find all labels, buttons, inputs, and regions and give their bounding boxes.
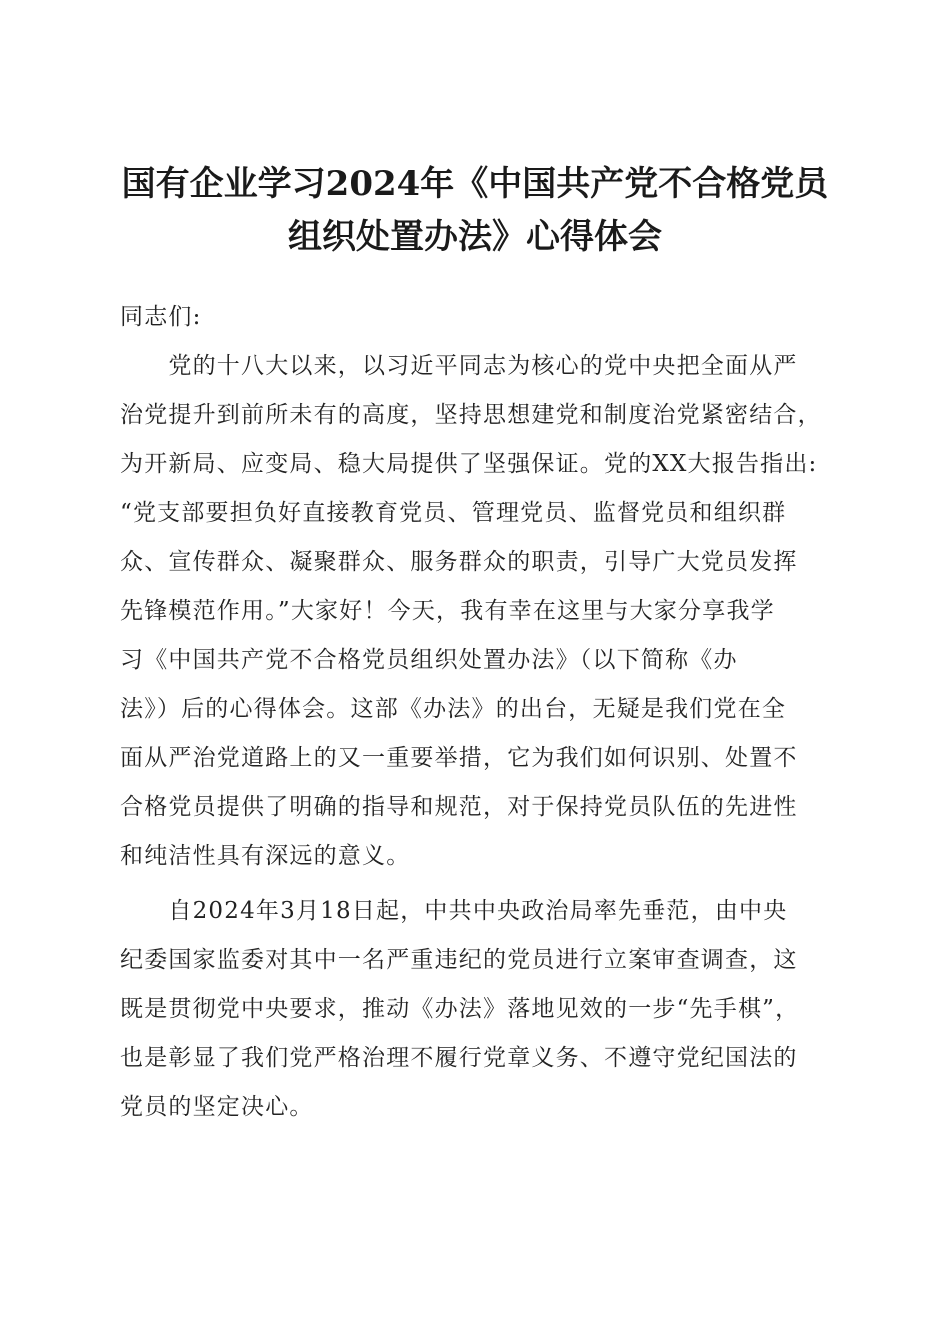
paragraph-line: 和纯洁性具有深远的意义。 [120,843,411,869]
document-title-line-2: 组织处置办法》心得体会 [288,217,662,257]
paragraph-line: 治党提升到前所未有的高度，坚持思想建党和制度治党紧密结合， [120,402,822,428]
paragraph-line: 面从严治党道路上的又一重要举措，它为我们如何识别、处置不 [120,745,798,771]
paragraph-line: 党的十八大以来，以习近平同志为核心的党中央把全面从严 [120,353,798,379]
paragraph-line: 合格党员提供了明确的指导和规范，对于保持党员队伍的先进性 [120,794,798,820]
paragraph-line: 众、宣传群众、凝聚群众、服务群众的职责，引导广大党员发挥 [120,549,798,575]
paragraph-line: 为开新局、应变局、稳大局提供了坚强保证。党的XX大报告指出: [120,451,818,477]
document-title-line-1: 国有企业学习2024年《中国共产党不合格党员 [121,164,829,204]
salutation: 同志们: [120,304,202,330]
paragraph-line: 自2024年3月18日起，中共中央政治局率先垂范，由中央 [120,898,788,924]
paragraph-line: 法》）后的心得体会。这部《办法》的出台，无疑是我们党在全 [120,696,787,722]
paragraph-line: 先锋模范作用。”大家好！今天，我有幸在这里与大家分享我学 [120,598,775,624]
paragraph-line: “党支部要担负好直接教育党员、管理党员、监督党员和组织群 [120,500,787,526]
paragraph-line: 纪委国家监委对其中一名严重违纪的党员进行立案审查调查，这 [120,947,798,973]
paragraph-line: 党员的坚定决心。 [120,1094,314,1120]
paragraph-line: 既是贯彻党中央要求，推动《办法》落地见效的一步“先手棋”， [120,996,800,1022]
paragraph-line: 习《中国共产党不合格党员组织处置办法》（以下简称《办 [120,647,738,673]
paragraph-line: 也是彰显了我们党严格治理不履行党章义务、不遵守党纪国法的 [120,1045,798,1071]
